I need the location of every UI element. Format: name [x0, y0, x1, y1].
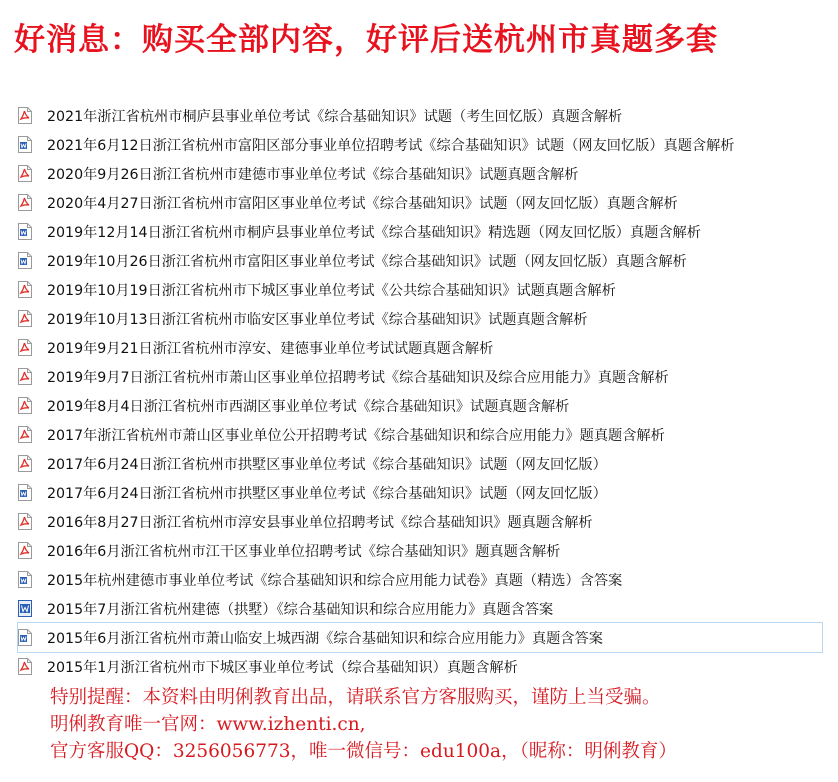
- file-row[interactable]: [18, 275, 822, 304]
- file-name: 2021年6月12日浙江省杭州市富阳区部分事业单位招聘考试《综合基础知识》试题（网友回忆版）真题含解析: [47, 137, 735, 154]
- pdf-file-icon: [18, 368, 32, 385]
- file-row[interactable]: [18, 362, 822, 391]
- file-name: 2015年6月浙江省杭州市萧山临安上城西湖《综合基础知识和综合应用能力》真题含答案: [47, 630, 603, 647]
- file-row[interactable]: [18, 449, 822, 478]
- pdf-file-icon: [18, 107, 32, 124]
- file-list: [18, 101, 822, 681]
- file-row[interactable]: [18, 101, 822, 130]
- notice-contact-line: 官方客服QQ：3256056773，唯一微信号：edu100a，（昵称：明俐教育）: [50, 741, 677, 762]
- file-row[interactable]: [18, 565, 822, 594]
- file-name: 2017年6月24日浙江省杭州市拱墅区事业单位考试《综合基础知识》试题（网友回忆版）: [47, 485, 607, 502]
- file-row[interactable]: [18, 652, 822, 681]
- file-row[interactable]: [18, 304, 822, 333]
- file-name: 2019年12月14日浙江省杭州市桐庐县事业单位考试《综合基础知识》精选题（网友回忆版）真题含解析: [47, 224, 701, 241]
- pdf-file-icon: [18, 542, 32, 559]
- file-name: 2019年10月19日浙江省杭州市下城区事业单位考试《公共综合基础知识》试题真题含解析: [47, 282, 616, 299]
- pdf-file-icon: [18, 455, 32, 472]
- promo-banner: 好消息：购买全部内容，好评后送杭州市真题多套: [14, 22, 718, 58]
- file-row[interactable]: [18, 130, 822, 159]
- file-row[interactable]: [18, 246, 822, 275]
- file-row[interactable]: [18, 391, 822, 420]
- file-name: 2019年9月21日浙江省杭州市淳安、建德事业单位考试试题真题含解析: [47, 340, 494, 357]
- file-name: 2019年10月13日浙江省杭州市临安区事业单位考试《综合基础知识》试题真题含解析: [47, 311, 588, 328]
- file-row[interactable]: [18, 420, 822, 449]
- file-name: 2019年10月26日浙江省杭州市富阳区事业单位考试《综合基础知识》试题（网友回忆版）真题含解析: [47, 253, 687, 270]
- pdf-file-icon: [18, 310, 32, 327]
- file-name: 2020年4月27日浙江省杭州市富阳区事业单位考试《综合基础知识》试题（网友回忆版）真题含解析: [47, 195, 678, 212]
- file-name: 2019年8月4日浙江省杭州市西湖区事业单位考试《综合基础知识》试题真题含解析: [47, 398, 570, 415]
- file-row[interactable]: [18, 188, 822, 217]
- notice-website-line: 明俐教育唯一官网：www.izhenti.cn,: [50, 714, 366, 735]
- pdf-file-icon: [18, 658, 32, 675]
- file-name: 2015年杭州建德市事业单位考试《综合基础知识和综合应用能力试卷》真题（精选）含答案: [47, 572, 623, 589]
- file-name: 2017年6月24日浙江省杭州市拱墅区事业单位考试《综合基础知识》试题（网友回忆版）: [47, 456, 607, 473]
- pdf-file-icon: [18, 513, 32, 530]
- file-row[interactable]: [18, 623, 822, 652]
- file-name: 2019年9月7日浙江省杭州市萧山区事业单位招聘考试《综合基础知识及综合应用能力》真题含解析: [47, 369, 669, 386]
- file-name: 2016年6月浙江省杭州市江干区事业单位招聘考试《综合基础知识》题真题含解析: [47, 543, 561, 560]
- pdf-file-icon: [18, 426, 32, 443]
- word-file-icon: [18, 252, 32, 269]
- file-row[interactable]: [18, 333, 822, 362]
- file-name: 2021年浙江省杭州市桐庐县事业单位考试《综合基础知识》试题（考生回忆版）真题含解析: [47, 108, 623, 125]
- file-row[interactable]: [18, 594, 822, 623]
- file-name: 2015年7月浙江省杭州建德（拱墅）《综合基础知识和综合应用能力》真题含答案: [47, 601, 554, 618]
- pdf-file-icon: [18, 339, 32, 356]
- file-name: 2020年9月26日浙江省杭州市建德市事业单位考试《综合基础知识》试题真题含解析: [47, 166, 579, 183]
- file-row[interactable]: [18, 507, 822, 536]
- file-name: 2015年1月浙江省杭州市下城区事业单位考试（综合基础知识）真题含解析: [47, 659, 518, 676]
- file-row[interactable]: [18, 159, 822, 188]
- notice-block: [50, 684, 677, 765]
- file-name: 2017年浙江省杭州市萧山区事业单位公开招聘考试《综合基础知识和综合应用能力》题真题含解析: [47, 427, 665, 444]
- file-row[interactable]: [18, 536, 822, 565]
- pdf-file-icon: [18, 165, 32, 182]
- pdf-file-icon: [18, 397, 32, 414]
- file-row[interactable]: [18, 478, 822, 507]
- word-file-icon: [18, 223, 32, 240]
- pdf-file-icon: [18, 194, 32, 211]
- notice-warning-line: 特别提醒：本资料由明俐教育出品，请联系官方客服购买，谨防上当受骗。: [50, 687, 661, 708]
- word-doc-blue-icon: [18, 600, 32, 617]
- word-file-icon: [18, 629, 32, 646]
- file-name: 2016年8月27日浙江省杭州市淳安县事业单位招聘考试《综合基础知识》题真题含解析: [47, 514, 593, 531]
- pdf-file-icon: [18, 281, 32, 298]
- word-file-icon: [18, 484, 32, 501]
- word-file-icon: [18, 136, 32, 153]
- word-file-icon: [18, 571, 32, 588]
- file-row[interactable]: [18, 217, 822, 246]
